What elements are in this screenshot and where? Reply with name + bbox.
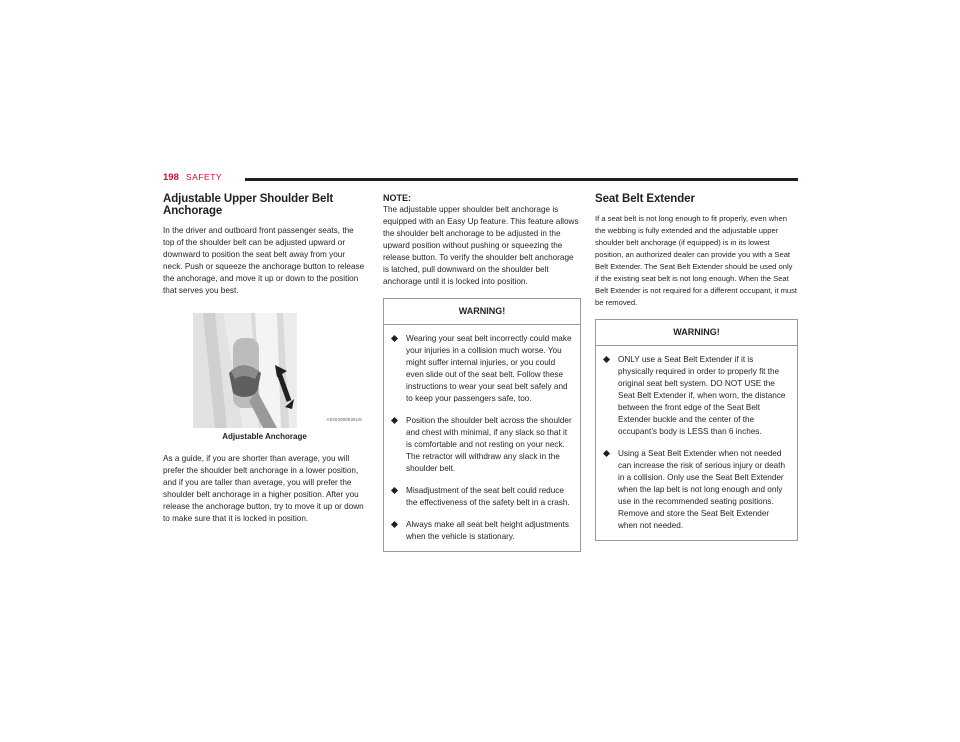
page-number: 198 (163, 172, 179, 183)
warning-item: Wearing your seat belt incorrectly could make your injuries in a collision much worse. You might suffer internal injuries, or you could even slide out of the seat belt. Follow these instructions to wear your seat belt safely and to keep your passengers safe, too. (392, 333, 572, 405)
warning-item: Always make all seat belt height adjustments when the vehicle is stationary. (392, 519, 572, 543)
column-middle (383, 193, 581, 552)
warning-box (383, 298, 581, 552)
warning-item: Misadjustment of the seat belt could reduce the effectiveness of the safety belt in a crash. (392, 485, 572, 509)
bullet-icon (603, 356, 610, 363)
warning-item: ONLY use a Seat Belt Extender if it is physically required in order to properly fit the original seat belt system. DO NOT USE the Seat Belt Extender if, when worn, the distance between the front edge of the Seat Belt Extender buckle and the center of the occupant’s body is LESS than 6 inches. (604, 354, 789, 438)
figure-caption: Adjustable Anchorage (222, 432, 307, 441)
bullet-icon (391, 335, 398, 342)
intro-paragraph: In the driver and outboard front passenger seats, the top of the shoulder belt can be adjusted upward or downward to position the seat belt away from your neck. Push or squeeze the anchorage button to release the anchorage, and move it up or down to the position that serves you best. (163, 226, 365, 295)
bullet-icon (603, 450, 610, 457)
section-heading-extender: Seat Belt Extender (595, 193, 695, 205)
body-paragraph: As a guide, if you are shorter than average, you will prefer the shoulder belt anchorage in a lower position, and if you are taller than average, you will prefer the shoulder belt anchorage in a higher position. After you release the anchorage button, try to move it up or down to make sure that it is locked in position. (163, 454, 364, 523)
warning-title: WARNING! (384, 299, 580, 325)
warning-list (596, 346, 797, 540)
warning-item: Using a Seat Belt Extender when not needed can increase the risk of serious injury or death in a collision. Only use the Seat Belt Extender when the lap belt is not long enough and only use in the recommended seating positions. Remove and store the Seat Belt Extender when not needed. (604, 448, 789, 532)
note-text: The adjustable upper shoulder belt anchorage is equipped with an Easy Up feature. This feature allows the shoulder belt anchorage to be adjusted in the upward position without pushing or squeezing the release button. To verify the shoulder belt anchorage is latched, pull downward on the shoulder belt anchorage until it is locked into position. (383, 205, 579, 286)
warning-list (384, 325, 580, 551)
anchorage-illustration (193, 313, 297, 428)
warning-title: WARNING! (596, 320, 797, 346)
warning-item: Position the shoulder belt across the shoulder and chest with minimal, if any slack so that it is comfortable and not resting on your neck. The retractor will withdraw any slack in the shoulder belt. (392, 415, 572, 475)
bullet-icon (391, 521, 398, 528)
bullet-icon (391, 417, 398, 424)
column-left (163, 193, 366, 525)
column-right (595, 193, 798, 541)
figure-code: A0303000930US (326, 417, 362, 422)
section-heading-anchorage: Adjustable Upper Shoulder Belt Anchorage (163, 193, 334, 217)
extender-paragraph: If a seat belt is not long enough to fit properly, even when the webbing is fully extended and the adjustable upper shoulder belt anchorage (if equipped) is in its lowest position, an authorized dealer can provide you with a Seat Belt Extender. The Seat Belt Extender should be used only if the existing seat belt is not long enough. When the Seat Belt Extender is not required for a different occupant, it must be removed. (595, 214, 798, 307)
anchorage-figure (163, 313, 366, 428)
note-title: NOTE: (383, 193, 411, 203)
header-rule (245, 178, 798, 181)
bullet-icon (391, 487, 398, 494)
section-title: SAFETY (186, 172, 223, 182)
warning-box (595, 319, 798, 541)
page-header (163, 172, 798, 184)
